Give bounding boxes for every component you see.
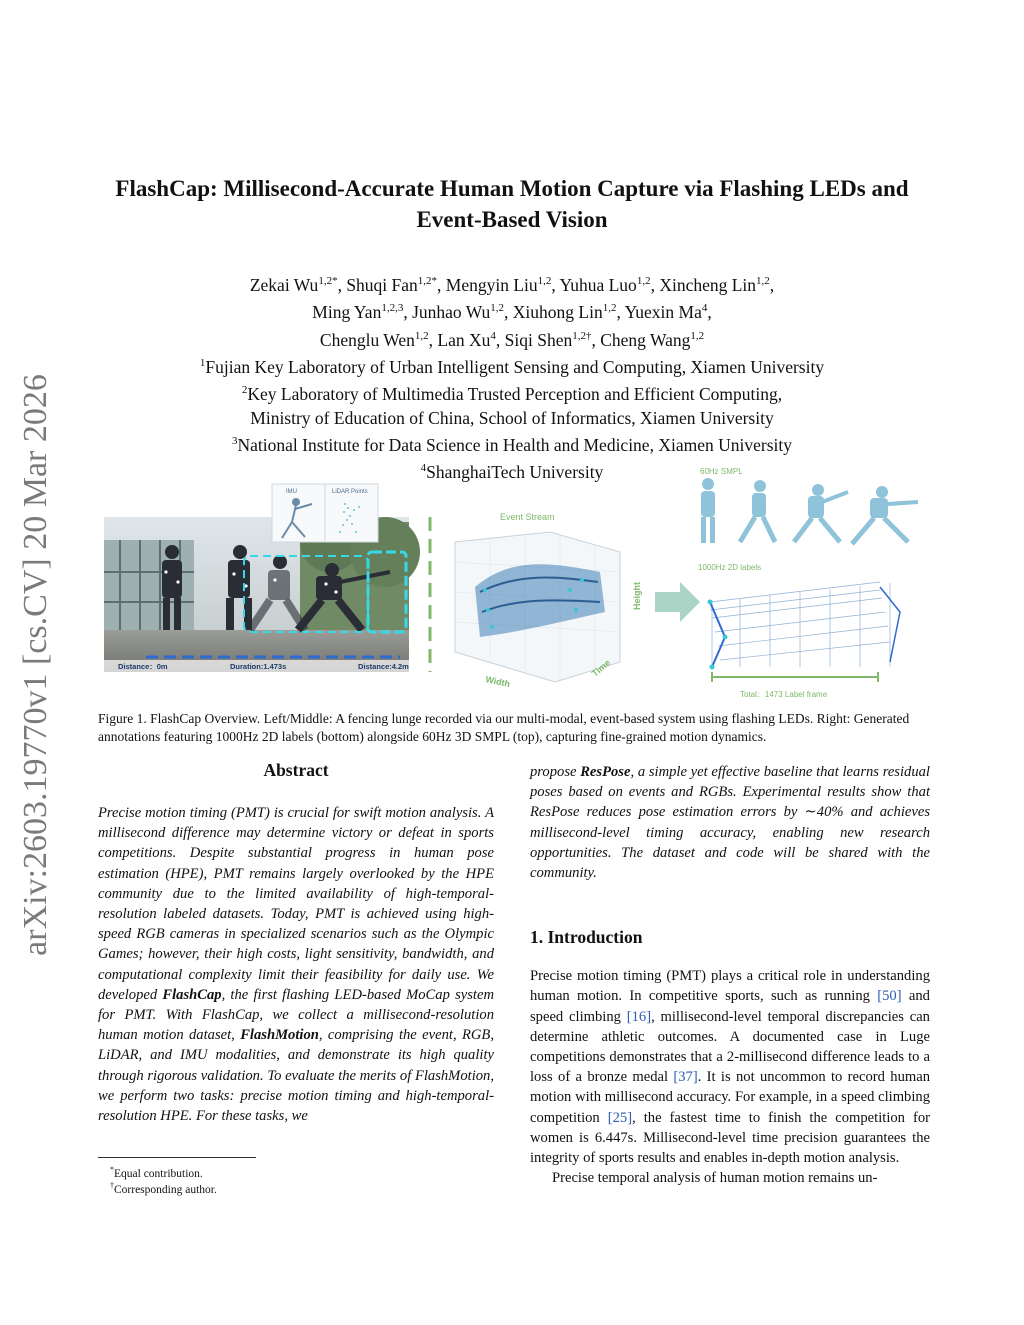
intro-paragraph-2: Precise temporal analysis of human motion remains un- [552,1170,878,1187]
authors-block [90,270,934,485]
paper-title [90,173,934,235]
fig-lidar-label: LiDAR Points [332,489,368,495]
event-stream-cube [455,512,642,689]
fig-total-label: Total：1473 Label frame [740,690,828,699]
left-column [98,760,494,1126]
citation-16[interactable]: [16] [626,1008,652,1025]
author-line-3: Chenglu Wen$^{1,2}$, Lan Xu$^4$, Siqi Shen$^{1,2\dagger}$, Cheng Wang$^{1,2}$ [319,329,705,350]
fig-duration: Duration:1.473s [230,662,287,671]
author-line-1: Zekai $Wu^{1,2*}$, Shuqi Fan$^{1,2*}$, Mengyin Liu$^{1,2}$, Yuhua Luo$^{1,2}$, Xincheng Lin$^{1,2}$, [249,274,775,295]
affiliation-3: $^3$National Institute for Data Science in Health and Medicine, Xiamen University [232,434,792,455]
fig-imu-label: IMU [286,489,297,495]
footnote-corresponding-author: †Corresponding author. [110,1181,217,1196]
right-column [530,762,930,1188]
figure-1 [100,462,930,707]
fig-smpl-label: 60Hz SMPL [700,467,743,476]
fig-time-label: Time [589,657,613,679]
abstract-heading: Abstract [263,760,329,780]
affiliation-2a: $^2$Key Laboratory of Multimedia Trusted Perception and Efficient Computing, [241,384,783,405]
affiliation-1: $^1$Fujian Key Laboratory of Urban Intelligent Sensing and Computing, Xiamen University [199,356,825,377]
smpl-figures [700,467,918,544]
citation-25[interactable]: [25] [607,1109,633,1126]
abstract-continued: propose ResPose, a simple yet effective baseline that learns residual poses based on events and RGBs. Experimental results show that ResPose reduces pose estimation errors by ∼40% and achieves millisecond-level timing accuracy, enabling new research opportunities. The dataset and code will be shared with the community. [530,764,930,882]
imu-lidar-inset [272,484,378,542]
citation-37[interactable]: [37] [673,1069,698,1086]
affiliation-2b: Ministry of Education of China, School of Informatics, Xiamen University [250,407,774,428]
footnote-rule [98,1157,256,1158]
title-line-2: Event-Based Vision [416,207,608,232]
arxiv-stamp [12,365,62,965]
fig-2d-labels-label: 1000Hz 2D labels [698,563,762,572]
fig-distance-end: Distance:4.2m [358,662,409,671]
citation-50[interactable]: [50] [877,988,902,1005]
affiliation-4: $^4$ShanghaiTech University [420,462,604,483]
abstract-text: Precise motion timing (PMT) is crucial for swift motion analysis. A millisecond difference may determine victory or defeat in sports competitions. Despite substantial progress in human pose estimation (HPE), PMT remains largely overlooked by the HPE community due to the limited availability of high-temporal-resolution labeled datasets. Today, PMT is achieved using high-speed RGB cameras in specialized scenarios such as the Olympic Games; however, their high costs, light sensitivity, bandwidth, and computational complexity limit their feasibility for daily use. We developed FlashCap, the first flashing LED-based MoCap system for PMT. With FlashCap, we collect a millisecond-resolution human motion dataset, FlashMotion, comprising the event, RGB, LiDAR, and IMU modalities, and demonstrate its high quality through rigorous validation. To evaluate the merits of FlashMotion, we perform two tasks: precise motion timing and high-temporal-resolution HPE. For these tasks, we [98,805,494,1125]
intro-heading: 1. Introduction [530,927,643,948]
author-line-2: Ming Yan$^{1,2,3}$, Junhao Wu$^{1,2}$, Xiuhong Lin$^{1,2}$, Yuexin Ma$^4$, [312,302,712,323]
footnote-equal-contribution: *Equal contribution. [110,1165,203,1180]
fig-height-label: Height [632,582,642,610]
intro-paragraph-1: Precise motion timing (PMT) plays a critical role in understanding human motion. In competitive sports, such as running [50] and speed climbing [16], millisecond-level temporal discrepancies can determine athletic outcomes. A documented case in Luge competitions demonstrates that a 2-millisecond difference leads to a loss of a bronze medal [37]. It is not uncommon to record human motion with millisecond accuracy. For example, in a speed climbing competition [25], the fastest time to finish the competition for women is 6.447s. Millisecond-level time precision guarantees the integrity of sports results and enables in-depth motion analysis. [530,968,930,1167]
fig-event-stream-label: Event Stream [500,512,555,522]
title-line-1: FlashCap: Millisecond-Accurate Human Motion Capture via Flashing LEDs and [115,176,909,201]
fig-distance-start: Distance：0m [118,662,168,671]
labels-2d-panel [698,563,900,699]
arxiv-stamp-text: arXiv:2603.19770v1 [cs.CV] 20 Mar 2026 [17,374,54,956]
figure-caption: Figure 1. FlashCap Overview. Left/Middle: A fencing lunge recorded via our multi-modal, event-based system using flashing LEDs. Right: Generated annotations featuring 1000Hz 2D labels (bottom) alongside 60Hz 3D SMPL (top), capturing fine-grained motion dynamics. [98,711,910,744]
fig-width-label: Width [484,674,512,690]
